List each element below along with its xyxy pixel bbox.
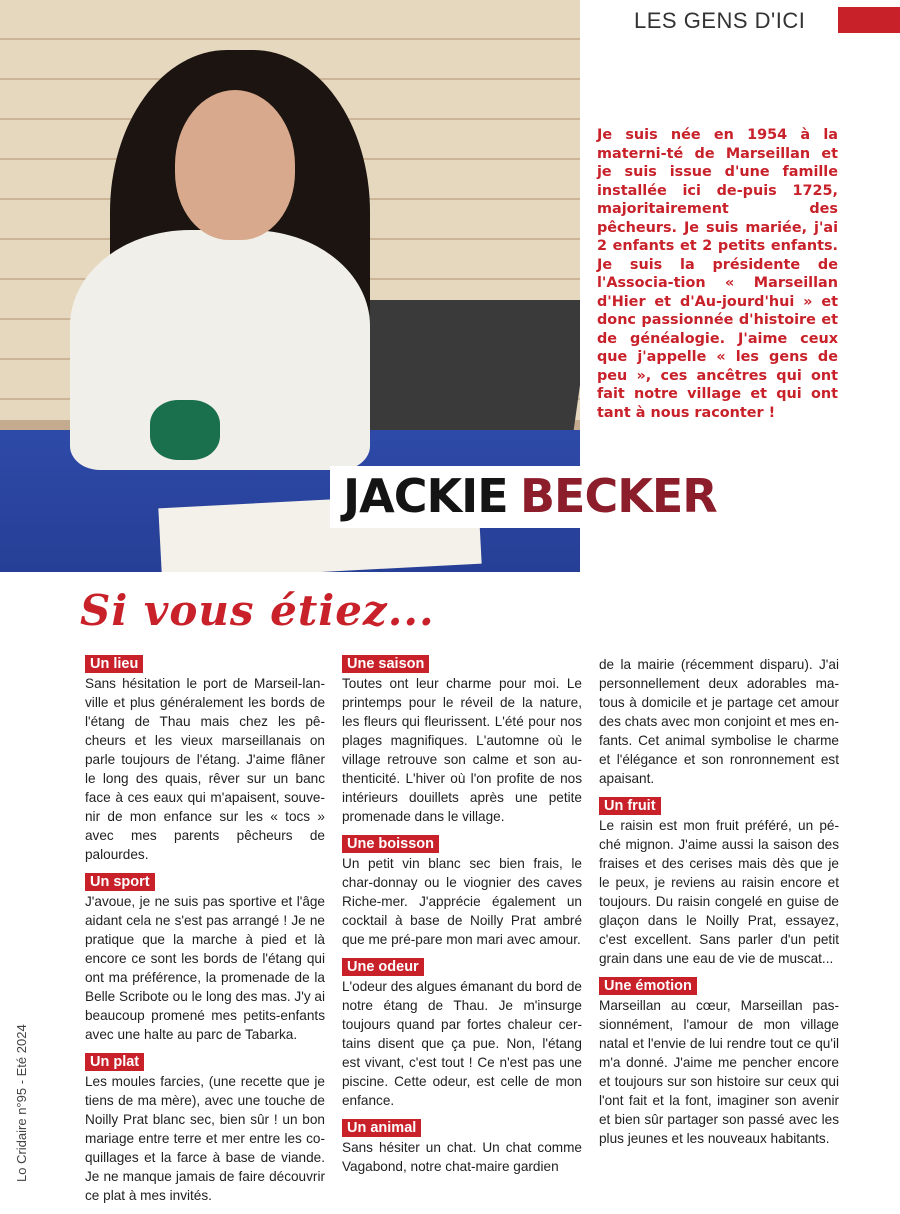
tag-boisson: Une boisson bbox=[342, 835, 439, 853]
section-plat bbox=[85, 1053, 325, 1205]
text-plat: Les moules farcies, (une recette que je tiens de ma mère), avec une touche de Noilly Prat blanc sec, bien sûr ! un bon mariage entre terre et mer entre les co-quillages et la farce à base de viande. Je ne manque jamais de faire découvrir ce plat à mes invités. bbox=[85, 1074, 325, 1203]
intro-paragraph: Je suis née en 1954 à la materni-té de Marseillan et je suis issue d'une famille installée ici de-puis 1725, majoritairement des pêcheurs. Je suis mariée, j'ai 2 enfants et 2 petits enfants. Je suis la présidente de l'Associa-tion « Marseillan d'Hier et d'Au-jourd'hui » et donc passionnée d'histoire et de généalogie. J'aime ceux que j'appelle « les gens de peu », ces ancêtres qui ont fait notre village et qui ont tant à nous raconter ! bbox=[597, 127, 838, 421]
text-lieu: Sans hésitation le port de Marseil-lan-ville et plus généralement les bords de l'étang de Thau mais chez les pê-cheurs et les vieux marseillanais on parle toujours de l'étang. J'aime flâner le long des quais, rêver sur un banc face à ces eaux qui m'apaisent, souve-nir de mon enfance sur les « tocs » avec mes parents pêcheurs de palourdes. bbox=[85, 676, 325, 862]
text-fruit: Le raisin est mon fruit préféré, un pé-ché mignon. J'aime aussi la saison des fraises et des cerises mais dès que je le peux, je reviens au raisin encore et toujours. Du raisin congelé en guise de glaçon dans le Noilly Prat, essayez, c'est excellent. Sans parler d'un petit grain dans une eau de vie de muscat... bbox=[599, 818, 839, 966]
first-name: JACKIE bbox=[343, 469, 508, 523]
tag-saison: Une saison bbox=[342, 655, 429, 673]
section-fruit bbox=[599, 797, 839, 968]
section-odeur bbox=[342, 958, 582, 1110]
tag-plat: Un plat bbox=[85, 1053, 144, 1071]
tag-animal: Un animal bbox=[342, 1119, 421, 1137]
column-3 bbox=[599, 655, 839, 1157]
section-title: Si vous étiez... bbox=[80, 586, 435, 635]
text-emotion: Marseillan au cœur, Marseillan pas-sionnément, l'amour de mon village natal et l'envie de lui rendre tout ce qu'il m'a donné. J'aime me pencher encore et toujours sur son histoire sur ceux qui l'ont fait et la font, imaginer son avenir et bien sûr partager son passé avec les plus jeunes et les nouveaux habitants. bbox=[599, 998, 839, 1146]
section-lieu bbox=[85, 655, 325, 864]
last-name: BECKER bbox=[520, 469, 717, 523]
column-2 bbox=[342, 655, 582, 1185]
section-emotion bbox=[599, 977, 839, 1148]
section-saison bbox=[342, 655, 582, 826]
section-boisson bbox=[342, 835, 582, 949]
text-boisson: Un petit vin blanc sec bien frais, le char-donnay ou le viognier des caves Riche-mer. J'apprécie également un cocktail à base de Noilly Prat ambré que me pré-pare mon mari avec amour. bbox=[342, 856, 582, 947]
section-animal-continued bbox=[599, 655, 839, 788]
tag-odeur: Une odeur bbox=[342, 958, 424, 976]
tag-fruit: Un fruit bbox=[599, 797, 661, 815]
column-1 bbox=[85, 655, 325, 1214]
text-sport: J'avoue, je ne suis pas sportive et l'âge aidant cela ne s'est pas arrangé ! Je ne pratique que la marche à pied et là encore ce sont les bords de l'étang qui ont ma préférence, la promenade de la Belle Scribote ou le long des mas. J'y ai beaucoup promené mes petits-enfants avec une halte au parc de Tabarka. bbox=[85, 894, 325, 1042]
header-accent-bar-right bbox=[838, 7, 900, 33]
text-animal-continued: de la mairie (récemment disparu). J'ai personnellement deux adorables ma-tous à domicile et je partage cet amour des chats avec mon conjoint et mes en-fants. Cet animal symbolise le charme et l'élégance et son ronronnement est apaisant. bbox=[599, 657, 839, 786]
issue-footer: Lo Cridaire n°95 - Eté 2024 bbox=[14, 1024, 29, 1182]
section-sport bbox=[85, 873, 325, 1044]
section-animal bbox=[342, 1119, 582, 1176]
text-saison: Toutes ont leur charme pour moi. Le printemps pour le réveil de la nature, les fleurs qui fleurissent. L'été pour nos plages magnifiques. L'automne où le village retrouve son calme et son au-thenticité. L'hiver où l'on profite de nos intérieurs douillets après une petite promenade dans le village. bbox=[342, 676, 582, 824]
tag-lieu: Un lieu bbox=[85, 655, 143, 673]
tag-sport: Un sport bbox=[85, 873, 155, 891]
header-label-right: LES GENS D'ICI bbox=[634, 8, 806, 33]
tag-emotion: Une émotion bbox=[599, 977, 697, 995]
text-odeur: L'odeur des algues émanant du bord de notre étang de Thau. Je m'insurge toujours quand par fortes chaleur cer-tains disent que ça pue. Non, l'étang est vivant, c'est tout ! Ce n'est pas une piscine. Cette odeur, est celle de mon enfance. bbox=[342, 979, 582, 1108]
text-animal: Sans hésiter un chat. Un chat comme Vagabond, notre chat-maire gardien bbox=[342, 1140, 582, 1174]
